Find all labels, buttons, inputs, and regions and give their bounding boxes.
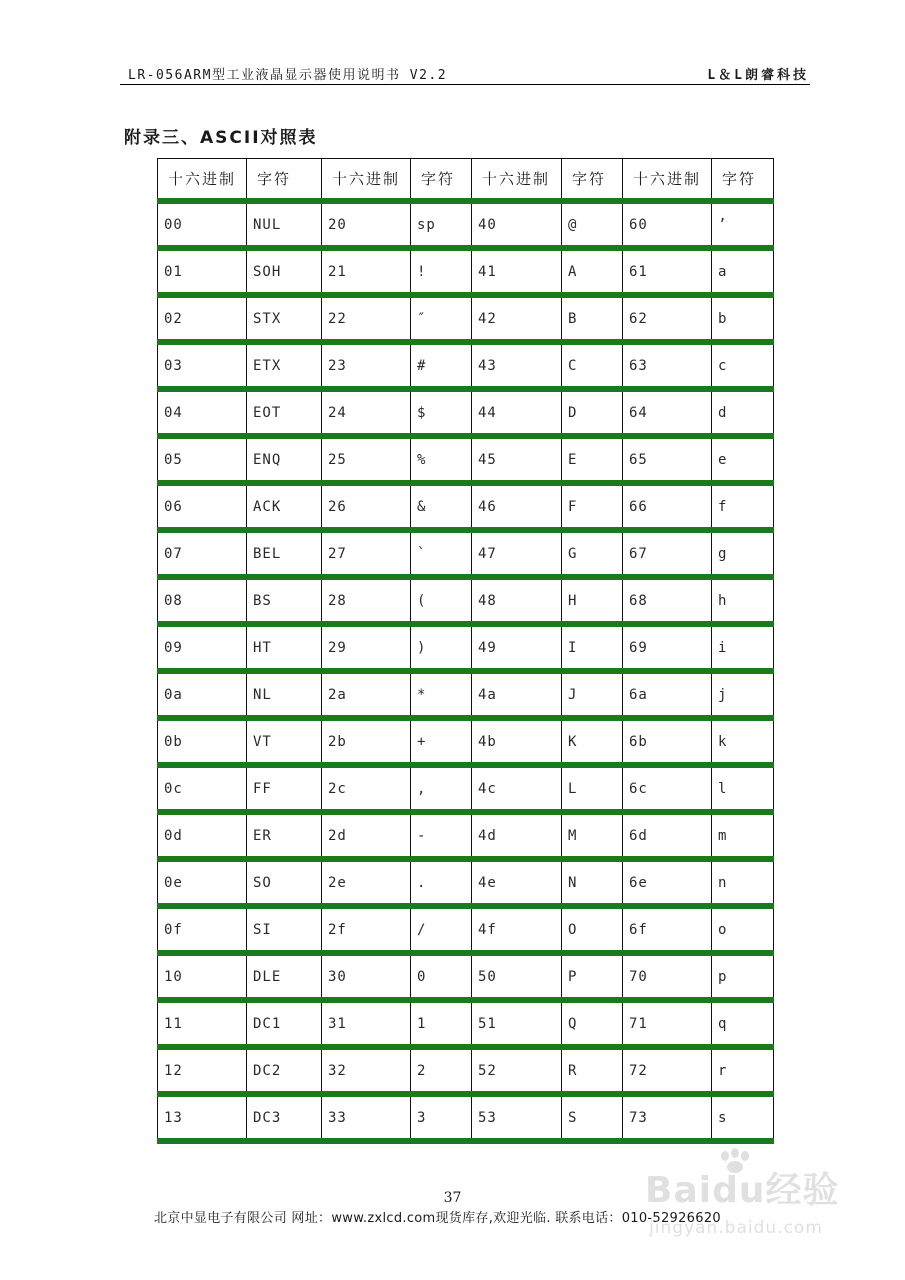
column-header-hex: 十六进制 (623, 159, 712, 202)
header-divider (120, 84, 810, 85)
hex-cell: 51 (472, 1000, 562, 1047)
table-row (158, 1094, 774, 1141)
hex-cell: 0d (158, 812, 247, 859)
char-cell: s (712, 1094, 774, 1141)
hex-cell: 67 (623, 530, 712, 577)
hex-cell: 32 (322, 1047, 411, 1094)
table-row (158, 436, 774, 483)
char-cell: g (712, 530, 774, 577)
hex-cell: 72 (623, 1047, 712, 1094)
char-cell: @ (562, 201, 623, 248)
hex-cell: 6a (623, 671, 712, 718)
column-header-hex: 十六进制 (322, 159, 411, 202)
hex-cell: 06 (158, 483, 247, 530)
table-row (158, 906, 774, 953)
hex-cell: 20 (322, 201, 411, 248)
page-number: 37 (443, 1190, 462, 1206)
char-cell: 0 (411, 953, 472, 1000)
hex-cell: 13 (158, 1094, 247, 1141)
column-header-char: 字符 (411, 159, 472, 202)
char-cell: VT (247, 718, 322, 765)
table-row (158, 295, 774, 342)
char-cell: ` (411, 530, 472, 577)
hex-cell: 6d (623, 812, 712, 859)
char-cell: d (712, 389, 774, 436)
hex-cell: 63 (623, 342, 712, 389)
hex-cell: 29 (322, 624, 411, 671)
char-cell: / (411, 906, 472, 953)
char-cell: p (712, 953, 774, 1000)
hex-cell: 60 (623, 201, 712, 248)
char-cell: % (411, 436, 472, 483)
hex-cell: 21 (322, 248, 411, 295)
hex-cell: 2f (322, 906, 411, 953)
char-cell: DC1 (247, 1000, 322, 1047)
hex-cell: 05 (158, 436, 247, 483)
watermark-url: jingyan.baidu.com (649, 1218, 823, 1238)
hex-cell: 27 (322, 530, 411, 577)
hex-cell: 6e (623, 859, 712, 906)
hex-cell: 25 (322, 436, 411, 483)
table-row (158, 765, 774, 812)
hex-cell: 73 (623, 1094, 712, 1141)
hex-cell: 2e (322, 859, 411, 906)
char-cell: FF (247, 765, 322, 812)
char-cell: 3 (411, 1094, 472, 1141)
hex-cell: 4c (472, 765, 562, 812)
table-row (158, 812, 774, 859)
hex-cell: 4a (472, 671, 562, 718)
hex-cell: 65 (623, 436, 712, 483)
table-row (158, 1047, 774, 1094)
char-cell: m (712, 812, 774, 859)
hex-cell: 02 (158, 295, 247, 342)
hex-cell: 03 (158, 342, 247, 389)
char-cell: k (712, 718, 774, 765)
table-row (158, 953, 774, 1000)
char-cell: ! (411, 248, 472, 295)
table-row (158, 859, 774, 906)
hex-cell: 24 (322, 389, 411, 436)
hex-cell: 71 (623, 1000, 712, 1047)
hex-cell: 4f (472, 906, 562, 953)
char-cell: L (562, 765, 623, 812)
char-cell: # (411, 342, 472, 389)
char-cell: 2 (411, 1047, 472, 1094)
hex-cell: 08 (158, 577, 247, 624)
hex-cell: 30 (322, 953, 411, 1000)
char-cell: b (712, 295, 774, 342)
hex-cell: 10 (158, 953, 247, 1000)
char-cell: BEL (247, 530, 322, 577)
char-cell: D (562, 389, 623, 436)
table-row (158, 718, 774, 765)
hex-cell: 6c (623, 765, 712, 812)
char-cell: ACK (247, 483, 322, 530)
column-header-char: 字符 (247, 159, 322, 202)
char-cell: ) (411, 624, 472, 671)
char-cell: EOT (247, 389, 322, 436)
char-cell: ER (247, 812, 322, 859)
hex-cell: 0a (158, 671, 247, 718)
hex-cell: 61 (623, 248, 712, 295)
char-cell: l (712, 765, 774, 812)
hex-cell: 68 (623, 577, 712, 624)
hex-cell: 41 (472, 248, 562, 295)
char-cell: NUL (247, 201, 322, 248)
char-cell: F (562, 483, 623, 530)
company-logo-text: L＆L朗睿科技 (707, 68, 809, 83)
table-row (158, 342, 774, 389)
char-cell: S (562, 1094, 623, 1141)
char-cell: O (562, 906, 623, 953)
hex-cell: 0e (158, 859, 247, 906)
char-cell: I (562, 624, 623, 671)
hex-cell: 09 (158, 624, 247, 671)
hex-cell: 01 (158, 248, 247, 295)
hex-cell: 6b (623, 718, 712, 765)
char-cell: j (712, 671, 774, 718)
char-cell: 1 (411, 1000, 472, 1047)
char-cell: HT (247, 624, 322, 671)
char-cell: a (712, 248, 774, 295)
char-cell: q (712, 1000, 774, 1047)
hex-cell: 46 (472, 483, 562, 530)
hex-cell: 26 (322, 483, 411, 530)
char-cell: DC2 (247, 1047, 322, 1094)
char-cell: & (411, 483, 472, 530)
hex-cell: 07 (158, 530, 247, 577)
hex-cell: 45 (472, 436, 562, 483)
char-cell: SO (247, 859, 322, 906)
table-header-row (158, 159, 774, 202)
char-cell: . (411, 859, 472, 906)
hex-cell: 43 (472, 342, 562, 389)
char-cell: r (712, 1047, 774, 1094)
hex-cell: 49 (472, 624, 562, 671)
char-cell: P (562, 953, 623, 1000)
char-cell: ( (411, 577, 472, 624)
hex-cell: 70 (623, 953, 712, 1000)
hex-cell: 22 (322, 295, 411, 342)
hex-cell: 40 (472, 201, 562, 248)
char-cell: SOH (247, 248, 322, 295)
char-cell: B (562, 295, 623, 342)
char-cell: N (562, 859, 623, 906)
char-cell: ETX (247, 342, 322, 389)
char-cell: e (712, 436, 774, 483)
table-row (158, 577, 774, 624)
table-row (158, 1000, 774, 1047)
hex-cell: 4e (472, 859, 562, 906)
hex-cell: 33 (322, 1094, 411, 1141)
char-cell: ’ (712, 201, 774, 248)
hex-cell: 47 (472, 530, 562, 577)
hex-cell: 42 (472, 295, 562, 342)
hex-cell: 0b (158, 718, 247, 765)
hex-cell: 50 (472, 953, 562, 1000)
hex-cell: 2c (322, 765, 411, 812)
hex-cell: 0f (158, 906, 247, 953)
char-cell: n (712, 859, 774, 906)
char-cell: SI (247, 906, 322, 953)
ascii-table (157, 158, 774, 1144)
table-row (158, 624, 774, 671)
char-cell: E (562, 436, 623, 483)
hex-cell: 04 (158, 389, 247, 436)
watermark-logo-text: Baidu经验 (645, 1170, 840, 1211)
table-row (158, 201, 774, 248)
char-cell: o (712, 906, 774, 953)
char-cell: DLE (247, 953, 322, 1000)
hex-cell: 11 (158, 1000, 247, 1047)
char-cell: * (411, 671, 472, 718)
footer-contact: 北京中显电子有限公司 网址：www.zxlcd.com现货库存,欢迎光临. 联系电话：010-52926620 (154, 1211, 721, 1226)
char-cell: sp (411, 201, 472, 248)
char-cell: H (562, 577, 623, 624)
document-header-title: LR-056ARM型工业液晶显示器使用说明书 V2.2 (128, 68, 448, 83)
hex-cell: 62 (623, 295, 712, 342)
char-cell: NL (247, 671, 322, 718)
char-cell: i (712, 624, 774, 671)
hex-cell: 53 (472, 1094, 562, 1141)
char-cell: c (712, 342, 774, 389)
hex-cell: 23 (322, 342, 411, 389)
column-header-hex: 十六进制 (472, 159, 562, 202)
hex-cell: 00 (158, 201, 247, 248)
hex-cell: 6f (623, 906, 712, 953)
char-cell: h (712, 577, 774, 624)
table-row (158, 530, 774, 577)
char-cell: $ (411, 389, 472, 436)
hex-cell: 28 (322, 577, 411, 624)
column-header-char: 字符 (562, 159, 623, 202)
char-cell: M (562, 812, 623, 859)
table-body (158, 201, 774, 1141)
hex-cell: 4b (472, 718, 562, 765)
char-cell: BS (247, 577, 322, 624)
char-cell: ″ (411, 295, 472, 342)
hex-cell: 66 (623, 483, 712, 530)
column-header-char: 字符 (712, 159, 774, 202)
hex-cell: 2a (322, 671, 411, 718)
hex-cell: 4d (472, 812, 562, 859)
char-cell: + (411, 718, 472, 765)
char-cell: A (562, 248, 623, 295)
hex-cell: 0c (158, 765, 247, 812)
char-cell: K (562, 718, 623, 765)
char-cell: STX (247, 295, 322, 342)
section-title: 附录三、ASCII对照表 (124, 128, 318, 148)
hex-cell: 2b (322, 718, 411, 765)
hex-cell: 12 (158, 1047, 247, 1094)
column-header-hex: 十六进制 (158, 159, 247, 202)
hex-cell: 31 (322, 1000, 411, 1047)
hex-cell: 52 (472, 1047, 562, 1094)
char-cell: J (562, 671, 623, 718)
char-cell: Q (562, 1000, 623, 1047)
char-cell: C (562, 342, 623, 389)
char-cell: DC3 (247, 1094, 322, 1141)
hex-cell: 48 (472, 577, 562, 624)
char-cell: G (562, 530, 623, 577)
hex-cell: 64 (623, 389, 712, 436)
char-cell: f (712, 483, 774, 530)
char-cell: R (562, 1047, 623, 1094)
char-cell: , (411, 765, 472, 812)
hex-cell: 44 (472, 389, 562, 436)
table-row (158, 389, 774, 436)
hex-cell: 69 (623, 624, 712, 671)
char-cell: - (411, 812, 472, 859)
hex-cell: 2d (322, 812, 411, 859)
table-row (158, 671, 774, 718)
char-cell: ENQ (247, 436, 322, 483)
table-row (158, 483, 774, 530)
table-row (158, 248, 774, 295)
watermark (645, 1150, 855, 1270)
